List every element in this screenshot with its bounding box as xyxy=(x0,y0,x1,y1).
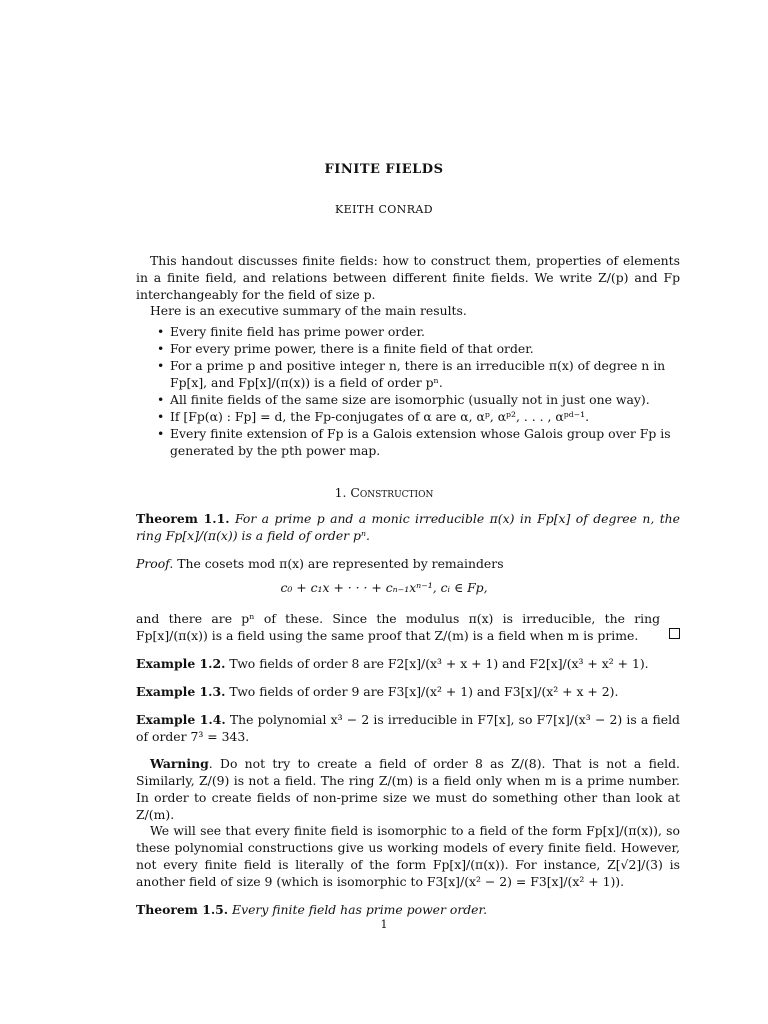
list-item xyxy=(157,408,680,425)
page-number: 1 xyxy=(380,918,388,931)
proof-text: The cosets mod π(x) are represented by remainders xyxy=(177,556,504,571)
isomorphism-paragraph: We will see that every finite field is isomorphic to a field of the form Fp[x]/(π(x)), so these polynomial constructions give us working models of every finite field. However, not every finite field is literally of the form Fp[x]/(π(x)). For instance, Z[√2]/(3) is another field of size 9 (which is isomorphic to F3[x]/(x² − 2) = F3[x]/(x² + 1)). xyxy=(136,823,680,889)
example-1-3 xyxy=(136,683,680,700)
paper-author: KEITH CONRAD xyxy=(335,203,433,216)
summary-list xyxy=(157,323,680,459)
theorem-1-5 xyxy=(136,901,680,918)
warning-text: . Do not try to create a field of order 8 as Z/(8). That is not a field. Similarly, Z/(9) is not a field. The ring Z/(m) is a field only when m is a prime number. In order to create fields of non-prime size we must do something other than look at Z/(m). xyxy=(136,756,680,822)
example-text: The polynomial x³ − 2 is irreducible in F7[x], so F7[x]/(x³ − 2) is a field of order 7³ = 343. xyxy=(136,712,680,744)
theorem-label: Theorem 1.1. xyxy=(136,511,230,526)
proof-formula: c₀ + c₁x + · · · + cₙ₋₁xⁿ⁻¹, cᵢ ∈ Fp, xyxy=(280,580,488,595)
list-item-text: All finite fields of the same size are isomorphic (usually not in just one way). xyxy=(170,392,650,407)
example-text: Two fields of order 8 are F2[x]/(x³ + x + 1) and F2[x]/(x³ + x² + 1). xyxy=(229,656,649,671)
warning-paragraph xyxy=(136,755,680,823)
bullet-icon: • xyxy=(157,358,165,373)
example-1-2 xyxy=(136,655,680,672)
section-heading: 1. Construction xyxy=(334,485,434,500)
warning-label: Warning xyxy=(150,756,209,771)
bullet-icon: • xyxy=(157,341,165,356)
proof-intro xyxy=(136,555,680,572)
list-item xyxy=(157,391,680,408)
proof-body: and there are pⁿ of these. Since the modulus π(x) is irreducible, the ring Fp[x]/(π(x)) is a field using the same proof that Z/(m) is a field when m is prime. xyxy=(136,611,660,643)
list-item xyxy=(157,323,680,340)
qed-square-icon xyxy=(669,628,680,639)
bullet-icon: • xyxy=(157,426,165,441)
example-text: Two fields of order 9 are F3[x]/(x² + 1) and F3[x]/(x² + x + 2). xyxy=(229,684,619,699)
list-item-text: Every finite field has prime power order. xyxy=(170,324,425,339)
example-label: Example 1.2. xyxy=(136,656,226,671)
example-label: Example 1.4. xyxy=(136,712,226,727)
proof-label: Proof. xyxy=(136,556,174,571)
list-item xyxy=(157,425,680,459)
example-label: Example 1.3. xyxy=(136,684,226,699)
list-item xyxy=(157,340,680,357)
list-item-text: For a prime p and positive integer n, there is an irreducible π(x) of degree n in Fp[x], and Fp[x]/(π(x)) is a field of order pⁿ. xyxy=(170,358,666,390)
list-item-text: Every finite extension of Fp is a Galois extension whose Galois group over Fp is generated by the pth power map. xyxy=(170,426,671,458)
bullet-icon: • xyxy=(157,392,165,407)
theorem-label: Theorem 1.5. xyxy=(136,902,229,917)
list-item-text: If [Fp(α) : Fp] = d, the Fp-conjugates of α are α, αᵖ, αᵖ², . . . , αᵖᵈ⁻¹. xyxy=(170,409,590,424)
theorem-statement: Every finite field has prime power order. xyxy=(232,902,488,917)
bullet-icon: • xyxy=(157,324,165,339)
theorem-statement: For a prime p and a monic irreducible π(x) in Fp[x] of degree n, the ring Fp[x]/(π(x)) is a field of order pⁿ. xyxy=(136,511,680,543)
intro-paragraph: This handout discusses finite fields: how to construct them, properties of elements in a finite field, and relations between different finite fields. We write Z/(p) and Fp interchangeably for the field of size p. xyxy=(136,253,680,302)
bullet-icon: • xyxy=(157,409,165,424)
example-1-4 xyxy=(136,711,680,745)
theorem-1-1 xyxy=(136,510,680,544)
intro-summary-line: Here is an executive summary of the main results. xyxy=(150,303,467,318)
list-item xyxy=(157,357,680,391)
paper-title: FINITE FIELDS xyxy=(324,162,444,177)
list-item-text: For every prime power, there is a finite field of that order. xyxy=(170,341,534,356)
